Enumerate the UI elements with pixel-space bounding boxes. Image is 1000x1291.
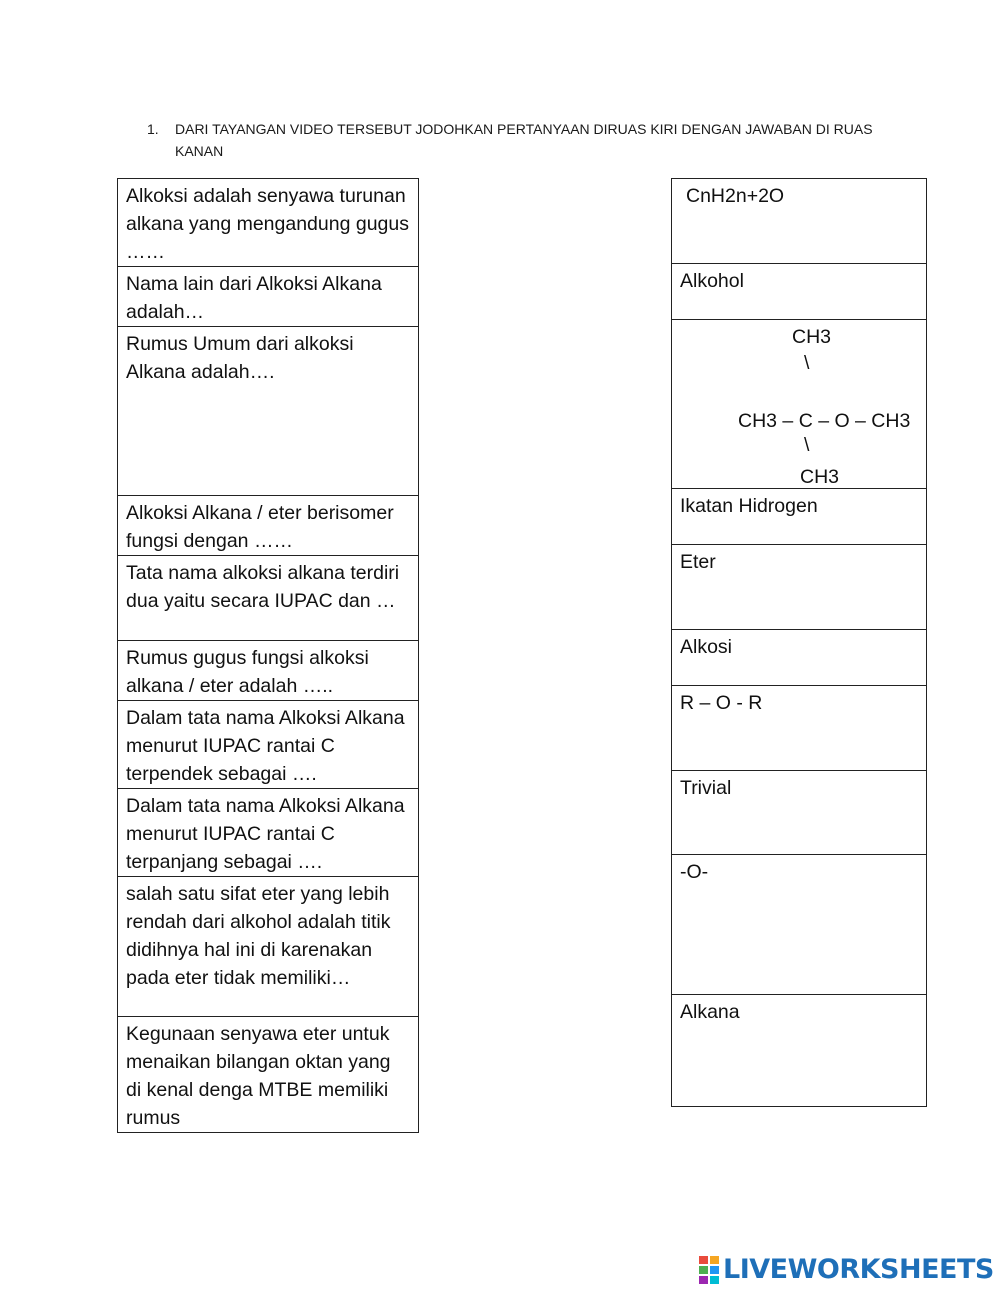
question-6: Rumus gugus fungsi alkoksi alkana / eter adalah ….. — [118, 641, 419, 701]
questions-table — [117, 178, 419, 1133]
logo-blocks-icon — [698, 1255, 720, 1285]
logo-block — [698, 1255, 709, 1265]
question-9: salah satu sifat eter yang lebih rendah dari alkohol adalah titik didihnya hal ini di karenakan pada eter tidak memiliki… — [118, 877, 419, 1017]
answer-3 — [672, 320, 927, 489]
question-7: Dalam tata nama Alkoksi Alkana menurut IUPAC rantai C terpendek sebagai …. — [118, 701, 419, 789]
question-4: Alkoksi Alkana / eter berisomer fungsi dengan …… — [118, 496, 419, 556]
formula-top-group: CH3 — [792, 326, 832, 348]
logo-block — [709, 1275, 720, 1285]
instruction-number: 1. — [147, 121, 159, 137]
question-2: Nama lain dari Alkoksi Alkana adalah… — [118, 267, 419, 327]
question-1: Alkoksi adalah senyawa turunan alkana yang mengandung gugus …… — [118, 179, 419, 267]
answer-4: Ikatan Hidrogen — [672, 489, 927, 545]
answer-8: Trivial — [672, 771, 927, 855]
answer-9: -O- — [672, 855, 927, 995]
question-3: Rumus Umum dari alkoksi Alkana adalah…. — [118, 327, 419, 496]
formula-lower-bond: \ — [804, 434, 810, 456]
logo-block — [698, 1265, 709, 1275]
instruction — [147, 118, 907, 162]
logo-text: LIVEWORKSHEETS — [723, 1254, 994, 1285]
formula-upper-bond: \ — [804, 352, 810, 374]
formula-bottom-group: CH3 — [800, 466, 840, 488]
answer-6: Alkosi — [672, 630, 927, 686]
question-8: Dalam tata nama Alkoksi Alkana menurut IUPAC rantai C terpanjang sebagai …. — [118, 789, 419, 877]
question-5: Tata nama alkoksi alkana terdiri dua yaitu secara IUPAC dan … — [118, 556, 419, 641]
formula-main-chain: CH3 – C – O – CH3 — [738, 410, 911, 432]
logo-block — [709, 1255, 720, 1265]
question-10: Kegunaan senyawa eter untuk menaikan bilangan oktan yang di kenal denga MTBE memiliki rumus — [118, 1017, 419, 1133]
answer-2: Alkohol — [672, 264, 927, 320]
liveworksheets-logo — [698, 1252, 994, 1288]
answer-5: Eter — [672, 545, 927, 630]
logo-block — [709, 1265, 720, 1275]
answer-7: R – O - R — [672, 686, 927, 771]
answer-1 — [672, 179, 927, 264]
instruction-text: DARI TAYANGAN VIDEO TERSEBUT JODOHKAN PERTANYAAN DIRUAS KIRI DENGAN JAWABAN DI RUAS KANAN — [175, 121, 873, 159]
answer-1-text: CnH2n+2O — [686, 185, 785, 207]
logo-block — [698, 1275, 709, 1285]
answer-10: Alkana — [672, 995, 927, 1107]
answers-table — [671, 178, 927, 1107]
